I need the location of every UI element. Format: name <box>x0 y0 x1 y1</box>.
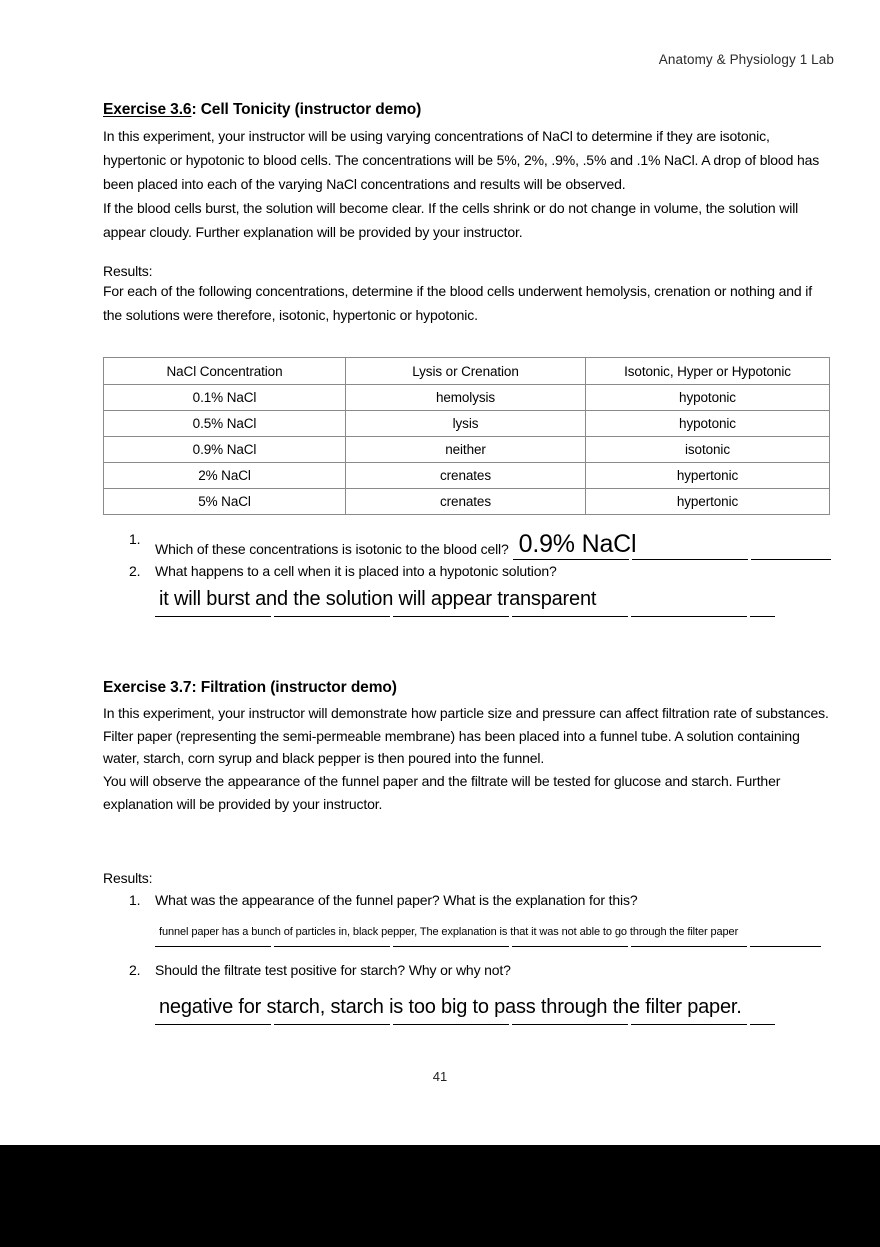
page-number: 41 <box>432 1069 448 1084</box>
table-cell: hemolysis <box>346 385 586 411</box>
table-row <box>104 411 830 437</box>
table-header-row <box>104 358 830 385</box>
table-cell: hypertonic <box>586 463 830 489</box>
table-cell: isotonic <box>586 437 830 463</box>
exercise-37-heading <box>103 678 831 699</box>
exercise-37-paragraph-3: You will observe the appearance of the funnel paper and the filtrate will be tested for glucose and starch. Further explanation will be provided by your instructor. <box>103 773 781 812</box>
table-row <box>104 385 830 411</box>
answer-rule[interactable] <box>155 924 821 947</box>
exercise-37-results-label: Results: <box>103 870 153 887</box>
spacer <box>103 244 831 263</box>
table-header-cell: Lysis or Crenation <box>346 358 586 385</box>
spacer <box>155 982 831 991</box>
question-item <box>155 561 831 617</box>
question-item <box>155 890 831 947</box>
exercise-36-label: Exercise 3.6 <box>103 101 192 118</box>
table-cell: 5% NaCl <box>104 489 346 515</box>
question-text: What happens to a cell when it is placed into a hypotonic solution? <box>155 563 557 580</box>
table-header-cell: NaCl Concentration <box>104 358 346 385</box>
table-cell: hypotonic <box>586 411 830 437</box>
exercise-36-results-intro: For each of the following concentrations, determine if the blood cells underwent hemolysis, crenation or nothing and if the solutions were therefore, isotonic, hypertonic or hypotonic. <box>103 283 813 324</box>
answer-rule[interactable] <box>155 992 775 1025</box>
page-header: Anatomy & Physiology 1 Lab <box>658 52 834 67</box>
tonicity-table <box>103 357 830 515</box>
question-item <box>155 529 831 560</box>
table-row <box>104 463 830 489</box>
table-cell: hypotonic <box>586 385 830 411</box>
exercise-36-heading <box>103 100 831 121</box>
spacer <box>155 912 831 923</box>
exercise-36-paragraph-1: In this experiment, your instructor will be using varying concentrations of NaCl to determine if they are isotonic, hypertonic or hypotonic to blood cells. The concentrations will be 5%, 2%, .9%, .5% and .1% NaCl. A drop of blood has been placed into each of the varying NaCl concentrations and results will be observed. <box>103 127 820 193</box>
question-row <box>155 529 831 560</box>
page-content <box>103 100 831 1025</box>
table-cell: 2% NaCl <box>104 463 346 489</box>
exercise-37-paragraph-1: In this experiment, your instructor will demonstrate how particle size and pressure can affect filtration rate of substances. <box>103 705 829 722</box>
exercise-36-paragraph-2: If the blood cells burst, the solution will become clear. If the cells shrink or do not change in volume, the solution will appear cloudy. Further explanation will be provided by your instructor. <box>103 200 799 241</box>
answer-rule[interactable] <box>155 584 775 617</box>
exercise-37-label: Exercise 3.7 <box>103 679 192 697</box>
answer-text: it will burst and the solution will appear transparent <box>159 588 597 611</box>
answer-text: funnel paper has a bunch of particles in, black pepper, The explanation is that it was not able to go through the filter paper <box>159 926 739 939</box>
spacer <box>103 515 831 529</box>
bottom-black-bar <box>0 1145 880 1247</box>
table-row <box>104 489 830 515</box>
table-cell: neither <box>346 437 586 463</box>
question-text: Which of these concentrations is isotonic to the blood cell? <box>155 540 509 557</box>
exercise-36-title: : Cell Tonicity (instructor demo) <box>191 101 422 118</box>
table-cell: 0.5% NaCl <box>104 411 346 437</box>
spacer <box>103 815 831 859</box>
exercise-37-title: : Filtration (instructor demo) <box>191 679 397 697</box>
table-cell: crenates <box>346 489 586 515</box>
table-header-cell: Isotonic, Hyper or Hypotonic <box>586 358 830 385</box>
table-cell: 0.9% NaCl <box>104 437 346 463</box>
table-cell: lysis <box>346 411 586 437</box>
answer-rule[interactable] <box>513 529 831 560</box>
question-text: What was the appearance of the funnel paper? What is the explanation for this? <box>155 892 638 909</box>
spacer <box>103 859 831 870</box>
table-row <box>104 437 830 463</box>
spacer <box>103 617 831 661</box>
answer-text: negative for starch, starch is too big to pass through the filter paper. <box>159 995 742 1018</box>
table-cell: hypertonic <box>586 489 830 515</box>
table-cell: crenates <box>346 463 586 489</box>
exercise-37-question-list <box>103 890 831 1024</box>
exercise-36-question-list <box>103 529 831 617</box>
table-cell: 0.1% NaCl <box>104 385 346 411</box>
exercise-36-results-label: Results: <box>103 263 153 280</box>
spacer <box>103 327 831 357</box>
question-item <box>155 960 831 1025</box>
spacer <box>103 661 831 678</box>
question-text: Should the filtrate test positive for starch? Why or why not? <box>155 962 511 979</box>
answer-text: 0.9% NaCl <box>518 530 637 559</box>
exercise-37-paragraph-2: Filter paper (representing the semi-permeable membrane) has been placed into a funnel tube. A solution containing water, starch, corn syrup and black pepper is then poured into the funnel. <box>103 727 800 767</box>
